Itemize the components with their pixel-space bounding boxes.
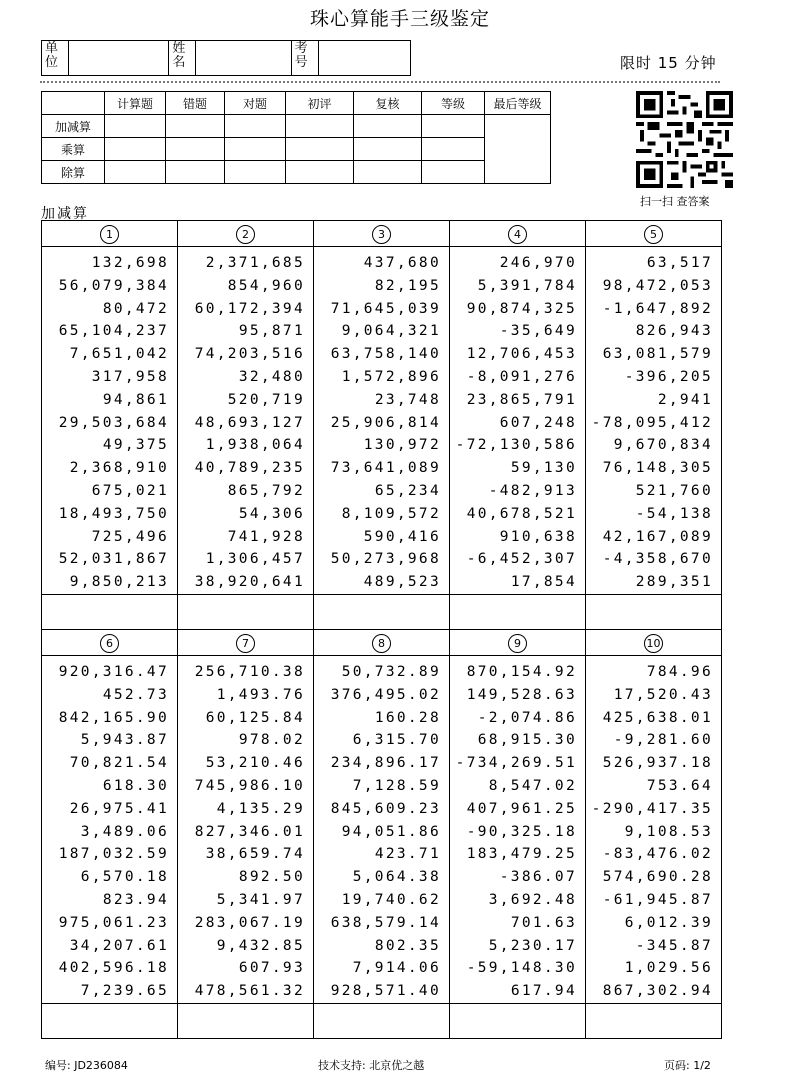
problem-column xyxy=(314,247,450,595)
header-final-grade: 最后等级 xyxy=(485,92,551,115)
addend-value: 376,495.02 xyxy=(330,686,441,703)
score-cell[interactable] xyxy=(225,161,286,184)
addend-value: 19,740.62 xyxy=(341,891,441,908)
addend-value: 76,148,305 xyxy=(602,460,713,477)
addend-value: 870,154.92 xyxy=(466,664,577,680)
addend-value: 63,081,579 xyxy=(602,346,713,363)
addend-value: 94,861 xyxy=(102,391,169,408)
addend-value: 49,375 xyxy=(102,437,169,454)
problem-number-cell xyxy=(178,221,314,247)
addend-value: 1,938,064 xyxy=(205,437,305,454)
addend-value: 48,693,127 xyxy=(194,414,305,431)
addend-value: 71,645,039 xyxy=(330,300,441,317)
addend-value: 520,719 xyxy=(227,391,305,408)
addend-value: 2,368,910 xyxy=(69,460,169,477)
addend-value: 3,692.48 xyxy=(488,891,577,908)
problem-column xyxy=(450,247,586,595)
header-calc: 计算题 xyxy=(105,92,166,115)
addend-value: -78,095,412 xyxy=(591,414,713,431)
addend-value: 68,915.30 xyxy=(477,732,577,749)
problem-number: 6 xyxy=(100,634,119,653)
addend-value: 920,316.47 xyxy=(58,664,169,680)
addend-value: 521,760 xyxy=(635,482,713,499)
problem-number: 3 xyxy=(372,225,391,244)
score-cell[interactable] xyxy=(286,138,354,161)
problem-number-cell xyxy=(178,630,314,656)
problem-column xyxy=(178,656,314,1004)
addend-value: -345.87 xyxy=(635,937,713,954)
problem-number-cell xyxy=(314,630,450,656)
addend-value: 5,064.38 xyxy=(352,869,441,886)
addend-value: 52,031,867 xyxy=(58,551,169,568)
header-right: 对题 xyxy=(225,92,286,115)
cut-line-divider xyxy=(40,81,720,83)
addend-value: 40,678,521 xyxy=(466,505,577,522)
addend-value: 590,416 xyxy=(363,528,441,545)
score-cell[interactable] xyxy=(354,115,422,138)
addend-value: -386.07 xyxy=(499,869,577,886)
addend-value: 928,571.40 xyxy=(330,983,441,1000)
footer-code: 编号: JD236084 xyxy=(45,1059,128,1072)
problem-column xyxy=(178,247,314,595)
problem-number-cell xyxy=(450,630,586,656)
addend-value: 5,943.87 xyxy=(80,732,169,749)
score-cell[interactable] xyxy=(354,161,422,184)
addend-value: 65,234 xyxy=(374,482,441,499)
addend-value: 978.02 xyxy=(238,732,305,749)
problem-number: 2 xyxy=(236,225,255,244)
addend-value: 2,371,685 xyxy=(205,255,305,271)
score-cell[interactable] xyxy=(105,115,166,138)
addend-value: 38,659.74 xyxy=(205,846,305,863)
addend-value: 618.30 xyxy=(102,777,169,794)
addend-value: 854,960 xyxy=(227,277,305,294)
addend-value: 90,874,325 xyxy=(466,300,577,317)
addend-value: -83,476.02 xyxy=(602,846,713,863)
addend-value: 29,503,684 xyxy=(58,414,169,431)
addend-value: 26,975.41 xyxy=(69,800,169,817)
unit-label: 单 位 xyxy=(42,41,69,75)
answer-cell[interactable] xyxy=(178,1003,314,1038)
addend-value: 234,896.17 xyxy=(330,755,441,772)
addend-value: 5,391,784 xyxy=(477,277,577,294)
addend-value: -6,452,307 xyxy=(466,551,577,568)
addend-value: 80,472 xyxy=(102,300,169,317)
addend-value: 574,690.28 xyxy=(602,869,713,886)
score-cell[interactable] xyxy=(286,161,354,184)
name-label: 姓 名 xyxy=(169,41,196,75)
addend-value: 2,941 xyxy=(657,391,713,408)
addend-value: 867,302.94 xyxy=(602,983,713,1000)
answer-cell[interactable] xyxy=(42,594,178,629)
unit-field[interactable] xyxy=(69,41,169,75)
answer-cell[interactable] xyxy=(42,1003,178,1038)
score-cell[interactable] xyxy=(105,161,166,184)
exam-number-field[interactable] xyxy=(319,41,410,75)
addend-value: 9,432.85 xyxy=(216,937,305,954)
addend-value: 823.94 xyxy=(102,891,169,908)
time-limit: 限时 15 分钟 xyxy=(620,54,717,72)
score-cell[interactable] xyxy=(422,138,485,161)
addend-value: -54,138 xyxy=(635,505,713,522)
problem-number-cell xyxy=(450,221,586,247)
problem-number: 10 xyxy=(644,634,663,653)
score-table xyxy=(41,91,551,184)
addend-value: 6,570.18 xyxy=(80,869,169,886)
addend-value: 9,670,834 xyxy=(613,437,713,454)
addend-value: 82,195 xyxy=(374,277,441,294)
addend-value: 910,638 xyxy=(499,528,577,545)
addend-value: 70,821.54 xyxy=(69,755,169,772)
problem-grid-bottom xyxy=(41,629,722,1039)
addend-value: 38,920,641 xyxy=(194,574,305,591)
addend-value: 6,315.70 xyxy=(352,732,441,749)
addend-value: 25,906,814 xyxy=(330,414,441,431)
addend-value: 17,520.43 xyxy=(613,686,713,703)
addend-value: 63,517 xyxy=(646,255,713,271)
addend-value: 8,109,572 xyxy=(341,505,441,522)
score-cell[interactable] xyxy=(105,138,166,161)
score-cell[interactable] xyxy=(422,115,485,138)
addend-value: -1,647,892 xyxy=(602,300,713,317)
final-grade-cell[interactable] xyxy=(485,115,551,184)
addend-value: 9,064,321 xyxy=(341,323,441,340)
qr-caption: 扫一扫 查答案 xyxy=(640,195,710,208)
addend-value: 17,854 xyxy=(510,574,577,591)
header-wrong: 错题 xyxy=(166,92,225,115)
addend-value: 753.64 xyxy=(646,777,713,794)
problem-column xyxy=(314,656,450,1004)
addend-value: 74,203,516 xyxy=(194,346,305,363)
addend-value: 73,641,089 xyxy=(330,460,441,477)
addend-value: 675,021 xyxy=(91,482,169,499)
addend-value: 425,638.01 xyxy=(602,709,713,726)
addend-value: -59,148.30 xyxy=(466,960,577,977)
row-label-add-sub: 加减算 xyxy=(42,115,105,138)
addend-value: 289,351 xyxy=(635,574,713,591)
addend-value: 95,871 xyxy=(238,323,305,340)
addend-value: 317,958 xyxy=(91,368,169,385)
row-label-multiply: 乘算 xyxy=(42,138,105,161)
addend-value: -482,913 xyxy=(488,482,577,499)
addend-value: -396,205 xyxy=(624,368,713,385)
addend-value: 59,130 xyxy=(510,460,577,477)
section-title: 加减算 xyxy=(41,206,89,222)
addend-value: 9,850,213 xyxy=(69,574,169,591)
addend-value: 407,961.25 xyxy=(466,800,577,817)
addend-value: 63,758,140 xyxy=(330,346,441,363)
addend-value: 1,572,896 xyxy=(341,368,441,385)
addend-value: 842,165.90 xyxy=(58,709,169,726)
addend-value: 149,528.63 xyxy=(466,686,577,703)
score-cell[interactable] xyxy=(286,115,354,138)
problem-number: 7 xyxy=(236,634,255,653)
addend-value: 845,609.23 xyxy=(330,800,441,817)
addend-value: 12,706,453 xyxy=(466,346,577,363)
footer-page: 页码: 1/2 xyxy=(664,1059,711,1072)
addend-value: 607,248 xyxy=(499,414,577,431)
addend-value: 50,273,968 xyxy=(330,551,441,568)
addend-value: 18,493,750 xyxy=(58,505,169,522)
score-cell[interactable] xyxy=(166,138,225,161)
addend-value: 65,104,237 xyxy=(58,323,169,340)
addend-value: 8,547.02 xyxy=(488,777,577,794)
addend-value: 7,914.06 xyxy=(352,960,441,977)
addend-value: 283,067.19 xyxy=(194,914,305,931)
addend-value: 489,523 xyxy=(363,574,441,591)
problem-grid-top xyxy=(41,220,722,630)
problem-number: 5 xyxy=(644,225,663,244)
addend-value: 1,306,457 xyxy=(205,551,305,568)
addend-value: 256,710.38 xyxy=(194,664,305,680)
header-grade: 等级 xyxy=(422,92,485,115)
addend-value: 42,167,089 xyxy=(602,528,713,545)
addend-value: 40,789,235 xyxy=(194,460,305,477)
addend-value: 7,651,042 xyxy=(69,346,169,363)
addend-value: 526,937.18 xyxy=(602,755,713,772)
addend-value: -35,649 xyxy=(499,323,577,340)
addend-value: 130,972 xyxy=(363,437,441,454)
score-table-corner xyxy=(42,92,105,115)
answer-cell[interactable] xyxy=(586,1003,722,1038)
addend-value: 5,341.97 xyxy=(216,891,305,908)
problem-number: 4 xyxy=(508,225,527,244)
addend-value: 60,125.84 xyxy=(205,709,305,726)
answer-cell[interactable] xyxy=(586,594,722,629)
addend-value: 34,207.61 xyxy=(69,937,169,954)
problem-number-cell xyxy=(586,221,722,247)
addend-value: 3,489.06 xyxy=(80,823,169,840)
addend-value: 7,128.59 xyxy=(352,777,441,794)
addend-value: 53,210.46 xyxy=(205,755,305,772)
addend-value: 725,496 xyxy=(91,528,169,545)
problem-number: 9 xyxy=(508,634,527,653)
addend-value: 865,792 xyxy=(227,482,305,499)
problem-number-cell xyxy=(42,630,178,656)
problem-column xyxy=(586,247,722,595)
answer-cell[interactable] xyxy=(314,1003,450,1038)
addend-value: -290,417.35 xyxy=(591,800,713,817)
addend-value: 402,596.18 xyxy=(58,960,169,977)
addend-value: 23,748 xyxy=(374,391,441,408)
addend-value: 437,680 xyxy=(363,255,441,271)
addend-value: 187,032.59 xyxy=(58,846,169,863)
addend-value: 54,306 xyxy=(238,505,305,522)
addend-value: 423.71 xyxy=(374,846,441,863)
addend-value: 892.50 xyxy=(238,869,305,886)
name-field[interactable] xyxy=(196,41,291,75)
addend-value: 617.94 xyxy=(510,983,577,1000)
addend-value: 478,561.32 xyxy=(194,983,305,1000)
addend-value: 183,479.25 xyxy=(466,846,577,863)
addend-value: 784.96 xyxy=(646,664,713,680)
addend-value: 827,346.01 xyxy=(194,823,305,840)
addend-value: 50,732.89 xyxy=(341,664,441,680)
answer-cell[interactable] xyxy=(450,594,586,629)
addend-value: -90,325.18 xyxy=(466,823,577,840)
score-cell[interactable] xyxy=(166,161,225,184)
problem-column xyxy=(42,656,178,1004)
score-cell[interactable] xyxy=(225,115,286,138)
row-label-divide: 除算 xyxy=(42,161,105,184)
addend-value: 246,970 xyxy=(499,255,577,271)
footer-support: 技术支持: 北京优之越 xyxy=(318,1059,425,1072)
addend-value: 638,579.14 xyxy=(330,914,441,931)
addend-value: 6,012.39 xyxy=(624,914,713,931)
addend-value: 5,230.17 xyxy=(488,937,577,954)
problem-column xyxy=(586,656,722,1004)
candidate-info-box xyxy=(41,40,411,76)
addend-value: -2,074.86 xyxy=(477,709,577,726)
header-review: 复核 xyxy=(354,92,422,115)
addend-value: 1,493.76 xyxy=(216,686,305,703)
addend-value: 160.28 xyxy=(374,709,441,726)
addend-value: 826,943 xyxy=(635,323,713,340)
addend-value: 56,079,384 xyxy=(58,277,169,294)
addend-value: 60,172,394 xyxy=(194,300,305,317)
addend-value: 98,472,053 xyxy=(602,277,713,294)
addend-value: 23,865,791 xyxy=(466,391,577,408)
score-cell[interactable] xyxy=(225,138,286,161)
qr-code-icon[interactable] xyxy=(636,91,733,188)
score-cell[interactable] xyxy=(354,138,422,161)
problem-number-cell xyxy=(42,221,178,247)
answer-cell[interactable] xyxy=(450,1003,586,1038)
score-cell[interactable] xyxy=(166,115,225,138)
addend-value: 132,698 xyxy=(91,255,169,271)
addend-value: -4,358,670 xyxy=(602,551,713,568)
addend-value: 745,986.10 xyxy=(194,777,305,794)
problem-column xyxy=(42,247,178,595)
addend-value: 7,239.65 xyxy=(80,983,169,1000)
problem-number-cell xyxy=(586,630,722,656)
score-cell[interactable] xyxy=(422,161,485,184)
addend-value: 802.35 xyxy=(374,937,441,954)
answer-cell[interactable] xyxy=(178,594,314,629)
problem-number: 1 xyxy=(100,225,119,244)
addend-value: 4,135.29 xyxy=(216,800,305,817)
problem-number-cell xyxy=(314,221,450,247)
addend-value: 741,928 xyxy=(227,528,305,545)
addend-value: 9,108.53 xyxy=(624,823,713,840)
answer-cell[interactable] xyxy=(314,594,450,629)
problem-column xyxy=(450,656,586,1004)
problem-number: 8 xyxy=(372,634,391,653)
addend-value: -734,269.51 xyxy=(455,755,577,772)
header-initial: 初评 xyxy=(286,92,354,115)
addend-value: 452.73 xyxy=(102,686,169,703)
addend-value: 607.93 xyxy=(238,960,305,977)
addend-value: 1,029.56 xyxy=(624,960,713,977)
addend-value: -61,945.87 xyxy=(602,891,713,908)
addend-value: 975,061.23 xyxy=(58,914,169,931)
addend-value: 94,051.86 xyxy=(341,823,441,840)
addend-value: 32,480 xyxy=(238,368,305,385)
addend-value: -72,130,586 xyxy=(455,437,577,454)
addend-value: 701.63 xyxy=(510,914,577,931)
addend-value: -9,281.60 xyxy=(613,732,713,749)
addend-value: -8,091,276 xyxy=(466,368,577,385)
page-title: 珠心算能手三级鉴定 xyxy=(309,8,490,30)
exam-number-label: 考 号 xyxy=(292,41,319,75)
